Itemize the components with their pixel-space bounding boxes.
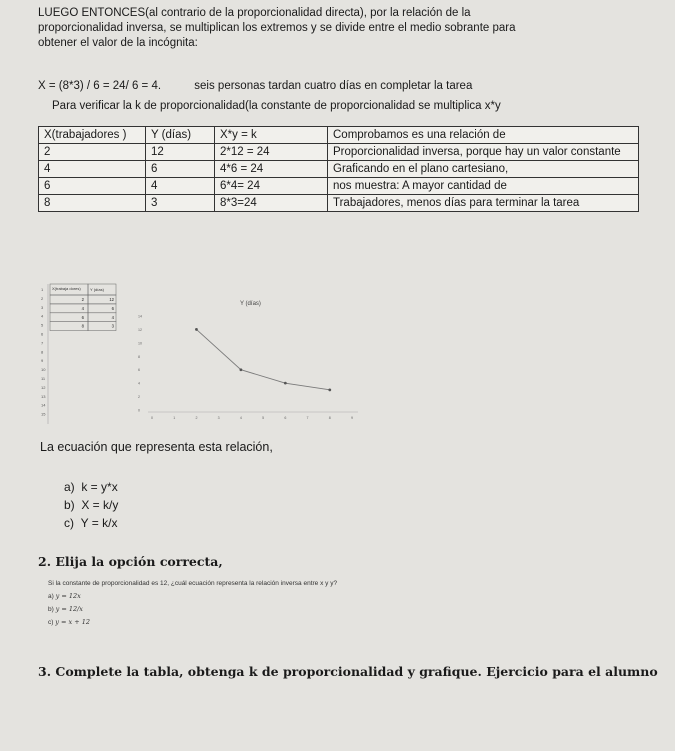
table-header-cell: X(trabajadores ): [39, 127, 146, 144]
option-text: k = y*x: [81, 480, 118, 494]
table-cell: Trabajadores, menos días para terminar la tarea: [328, 195, 639, 212]
x-tick-label: 6: [284, 416, 287, 420]
question1-options: [64, 479, 118, 533]
mini-sheet-row-number: 7: [41, 340, 44, 346]
section2-option-a[interactable]: [48, 590, 337, 603]
y-tick-label: 14: [138, 314, 142, 319]
section2-option-b[interactable]: [48, 603, 337, 616]
y-tick-label: 12: [138, 327, 142, 332]
table-cell: 2: [39, 144, 146, 161]
mini-sheet-value: 3: [111, 323, 114, 329]
option-letter: b): [64, 498, 75, 512]
intro-line-1: LUEGO ENTONCES(al contrario de la proporcionalidad directa), por la relación de la: [38, 7, 471, 19]
mini-sheet-row-number: 1: [41, 287, 44, 292]
table-row: [39, 161, 639, 178]
data-point: [239, 368, 242, 371]
table-cell: 8: [39, 195, 146, 212]
table-cell: Proporcionalidad inversa, porque hay un valor constante: [328, 144, 639, 161]
table-cell: 4: [146, 178, 215, 195]
data-point: [195, 328, 198, 331]
option-letter: a): [48, 593, 54, 600]
table-row: [39, 178, 639, 195]
mini-sheet-value: 2: [81, 297, 84, 302]
proportionality-table: [38, 126, 639, 212]
option-text: X = k/y: [81, 498, 119, 512]
y-tick-label: 0: [138, 408, 140, 413]
mini-sheet-row-number: 5: [41, 322, 44, 328]
mini-sheet-header-y: Y (días): [90, 287, 104, 292]
section2-question: Si la constante de proporcionalidad es 12, ¿cuál ecuación representa la relación inversa entre x y y?: [48, 580, 338, 587]
table-cell: 6: [39, 178, 146, 195]
y-tick-label: 2: [138, 395, 140, 400]
mini-sheet-row-number: 10: [41, 367, 46, 373]
mini-sheet-row-number: 6: [41, 331, 44, 337]
question1-prompt: La ecuación que representa esta relación,: [40, 440, 273, 454]
mini-sheet-value: 6: [81, 314, 84, 320]
mini-sheet-row-number: 15: [41, 411, 46, 417]
table-header-cell: X*y = k: [215, 127, 328, 144]
data-point: [284, 382, 287, 385]
formula-expression: X = (8*3) / 6 = 24/ 6 = 4.: [38, 80, 162, 92]
table-header-row: [39, 127, 639, 144]
option-text: y = x + 12: [55, 618, 91, 626]
intro-line-2: proporcionalidad inversa, se multiplican los extremos y se divide entre el medio sobrante para: [38, 22, 516, 34]
y-tick-label: 8: [138, 354, 140, 359]
section3-title: 3. Complete la tabla, obtenga k de proporcionalidad y grafique. Ejercicio para el alumno: [38, 664, 658, 679]
mini-sheet-row-number: 12: [41, 384, 46, 390]
table-cell: 8*3=24: [215, 195, 328, 212]
table-cell: nos muestra: A mayor cantidad de: [328, 178, 639, 195]
mini-sheet-header-x: X(trabaja dores): [52, 286, 81, 291]
table-row: [39, 195, 639, 212]
option-letter: c): [64, 516, 74, 530]
x-tick-label: 0: [151, 416, 153, 420]
mini-sheet-row-number: 9: [41, 358, 44, 364]
series-line: [196, 329, 329, 389]
y-tick-label: 6: [138, 368, 140, 373]
mini-sheet-row-number: 4: [41, 313, 44, 319]
x-tick-label: 4: [239, 416, 242, 420]
table-cell: 6: [146, 161, 215, 178]
data-point: [328, 388, 331, 391]
formula-note: seis personas tardan cuatro días en completar la tarea: [194, 80, 473, 92]
x-tick-label: 2: [195, 416, 198, 420]
table-header-cell: Y (días): [146, 127, 215, 144]
section2-question-block: [48, 578, 337, 629]
option-text: Y = k/x: [80, 516, 118, 530]
x-tick-label: 9: [351, 416, 353, 420]
mini-sheet-value: 4: [111, 314, 114, 320]
mini-spreadsheet: [41, 284, 116, 424]
option-letter: c): [48, 619, 54, 626]
section2-option-c[interactable]: [48, 616, 337, 629]
question1-option-b[interactable]: [64, 497, 118, 514]
mini-sheet-row-number: 13: [41, 393, 46, 399]
mini-sheet-row-number: 14: [41, 402, 46, 408]
table-header-cell: Comprobamos es una relación de: [328, 127, 639, 144]
mini-sheet-row-number: 3: [41, 304, 44, 310]
verify-text: Para verificar la k de proporcionalidad(la constante de proporcionalidad se multiplica x*y: [52, 100, 501, 112]
mini-sheet-value: 8: [81, 323, 84, 329]
option-letter: b): [48, 606, 54, 613]
table-cell: 4: [39, 161, 146, 178]
question1-option-c[interactable]: [64, 515, 118, 532]
table-cell: 4*6 = 24: [215, 161, 328, 178]
y-tick-label: 10: [138, 341, 142, 346]
spreadsheet-chart-snapshot: [40, 278, 368, 428]
mini-sheet-value: 6: [111, 305, 114, 311]
table-cell: 2*12 = 24: [215, 144, 328, 161]
mini-sheet-value: 12: [109, 297, 114, 302]
x-tick-label: 1: [173, 416, 176, 420]
formula-line: [38, 80, 472, 92]
chart-title: Y (días): [240, 301, 261, 307]
table-row: [39, 144, 639, 161]
x-tick-label: 5: [262, 416, 265, 420]
mini-sheet-row-number: 11: [41, 376, 46, 381]
question1-option-a[interactable]: [64, 479, 118, 496]
y-tick-label: 4: [138, 381, 140, 386]
table-cell: 12: [146, 144, 215, 161]
option-text: y = 12x: [55, 592, 81, 600]
x-tick-label: 8: [328, 416, 331, 420]
mini-sheet-row-number: 8: [41, 349, 44, 355]
line-chart: [138, 301, 358, 420]
table-cell: 3: [146, 195, 215, 212]
option-letter: a): [64, 480, 75, 494]
table-cell: Graficando en el plano cartesiano,: [328, 161, 639, 178]
mini-sheet-value: 4: [81, 305, 84, 311]
x-tick-label: 7: [306, 416, 309, 420]
section2-title: 2. Elija la opción correcta,: [38, 554, 223, 569]
table-cell: 6*4= 24: [215, 178, 328, 195]
x-tick-label: 3: [217, 416, 220, 420]
mini-sheet-row-number: 2: [41, 295, 44, 301]
intro-paragraph: [38, 6, 628, 51]
intro-line-3: obtener el valor de la incógnita:: [38, 37, 198, 49]
option-text: y = 12/x: [55, 605, 83, 613]
